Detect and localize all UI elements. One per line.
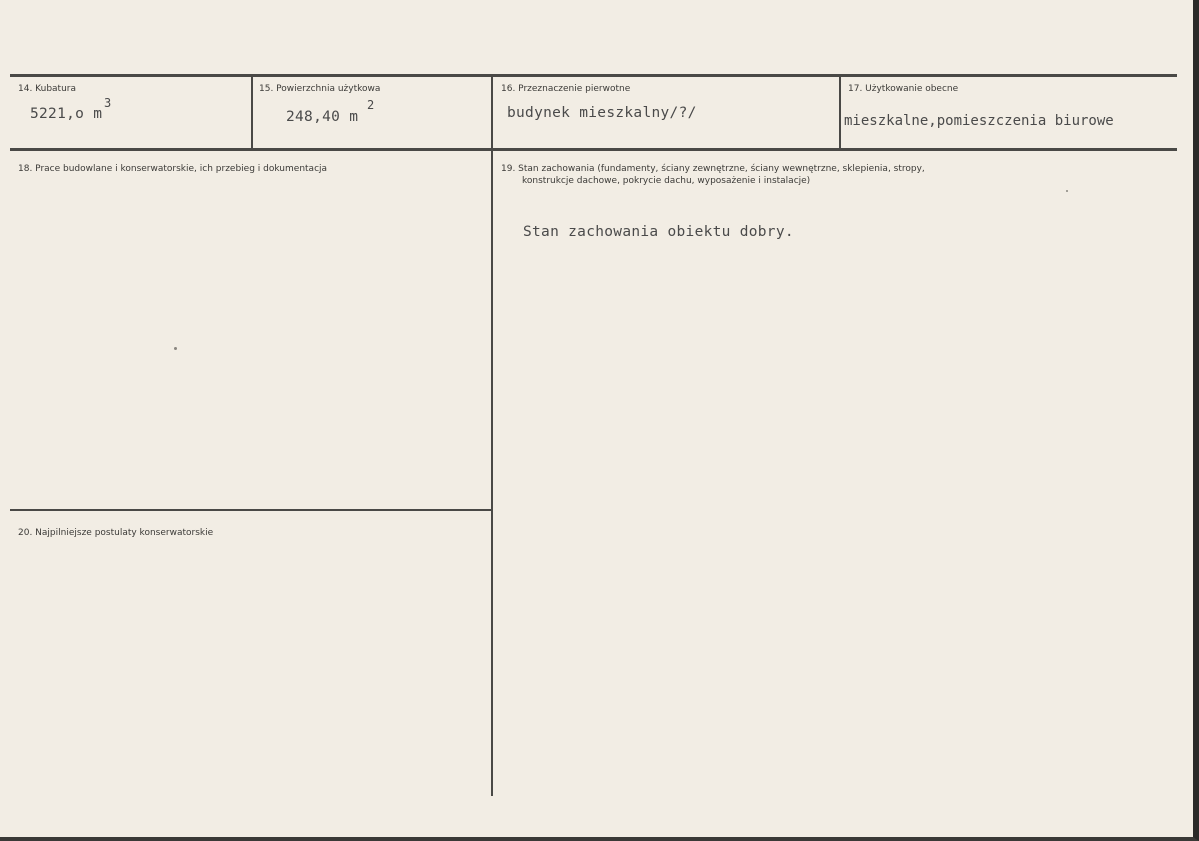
field-19-label-line1: 19. Stan zachowania (fundamenty, ściany zewnętrzne, ściany wewnętrzne, sklepienia, stropy,	[501, 164, 925, 174]
field-17-label: 17. Użytkowanie obecne	[848, 84, 959, 94]
divider-18-20	[10, 509, 491, 511]
field-14-superscript: 3	[104, 96, 112, 110]
main-vertical-divider	[491, 76, 493, 796]
field-19-label-line2: konstrukcje dachowe, pokrycie dachu, wyposażenie i instalacje)	[522, 176, 811, 186]
field-19-value: Stan zachowania obiektu dobry.	[523, 224, 794, 240]
field-14-label: 14. Kubatura	[18, 84, 77, 94]
field-16-label: 16. Przeznaczenie pierwotne	[501, 84, 631, 94]
top-rule	[10, 74, 1177, 77]
field-16-value: budynek mieszkalny/?/	[507, 105, 697, 121]
field-17-value: mieszkalne,pomieszczenia biurowe	[844, 113, 1114, 129]
field-20-label: 20. Najpilniejsze postulaty konserwatorskie	[18, 528, 214, 538]
row1-bottom-rule	[10, 148, 1177, 151]
paper-speck	[174, 347, 177, 350]
divider-16-17	[839, 76, 841, 150]
field-15-label: 15. Powierzchnia użytkowa	[259, 84, 381, 94]
paper-speck	[1066, 190, 1068, 192]
field-15-superscript: 2	[367, 98, 375, 112]
field-14-value: 5221,o m	[30, 106, 103, 122]
divider-14-15	[251, 76, 253, 150]
field-18-label: 18. Prace budowlane i konserwatorskie, ich przebieg i dokumentacja	[18, 164, 328, 174]
field-15-value: 248,40 m	[286, 109, 359, 125]
